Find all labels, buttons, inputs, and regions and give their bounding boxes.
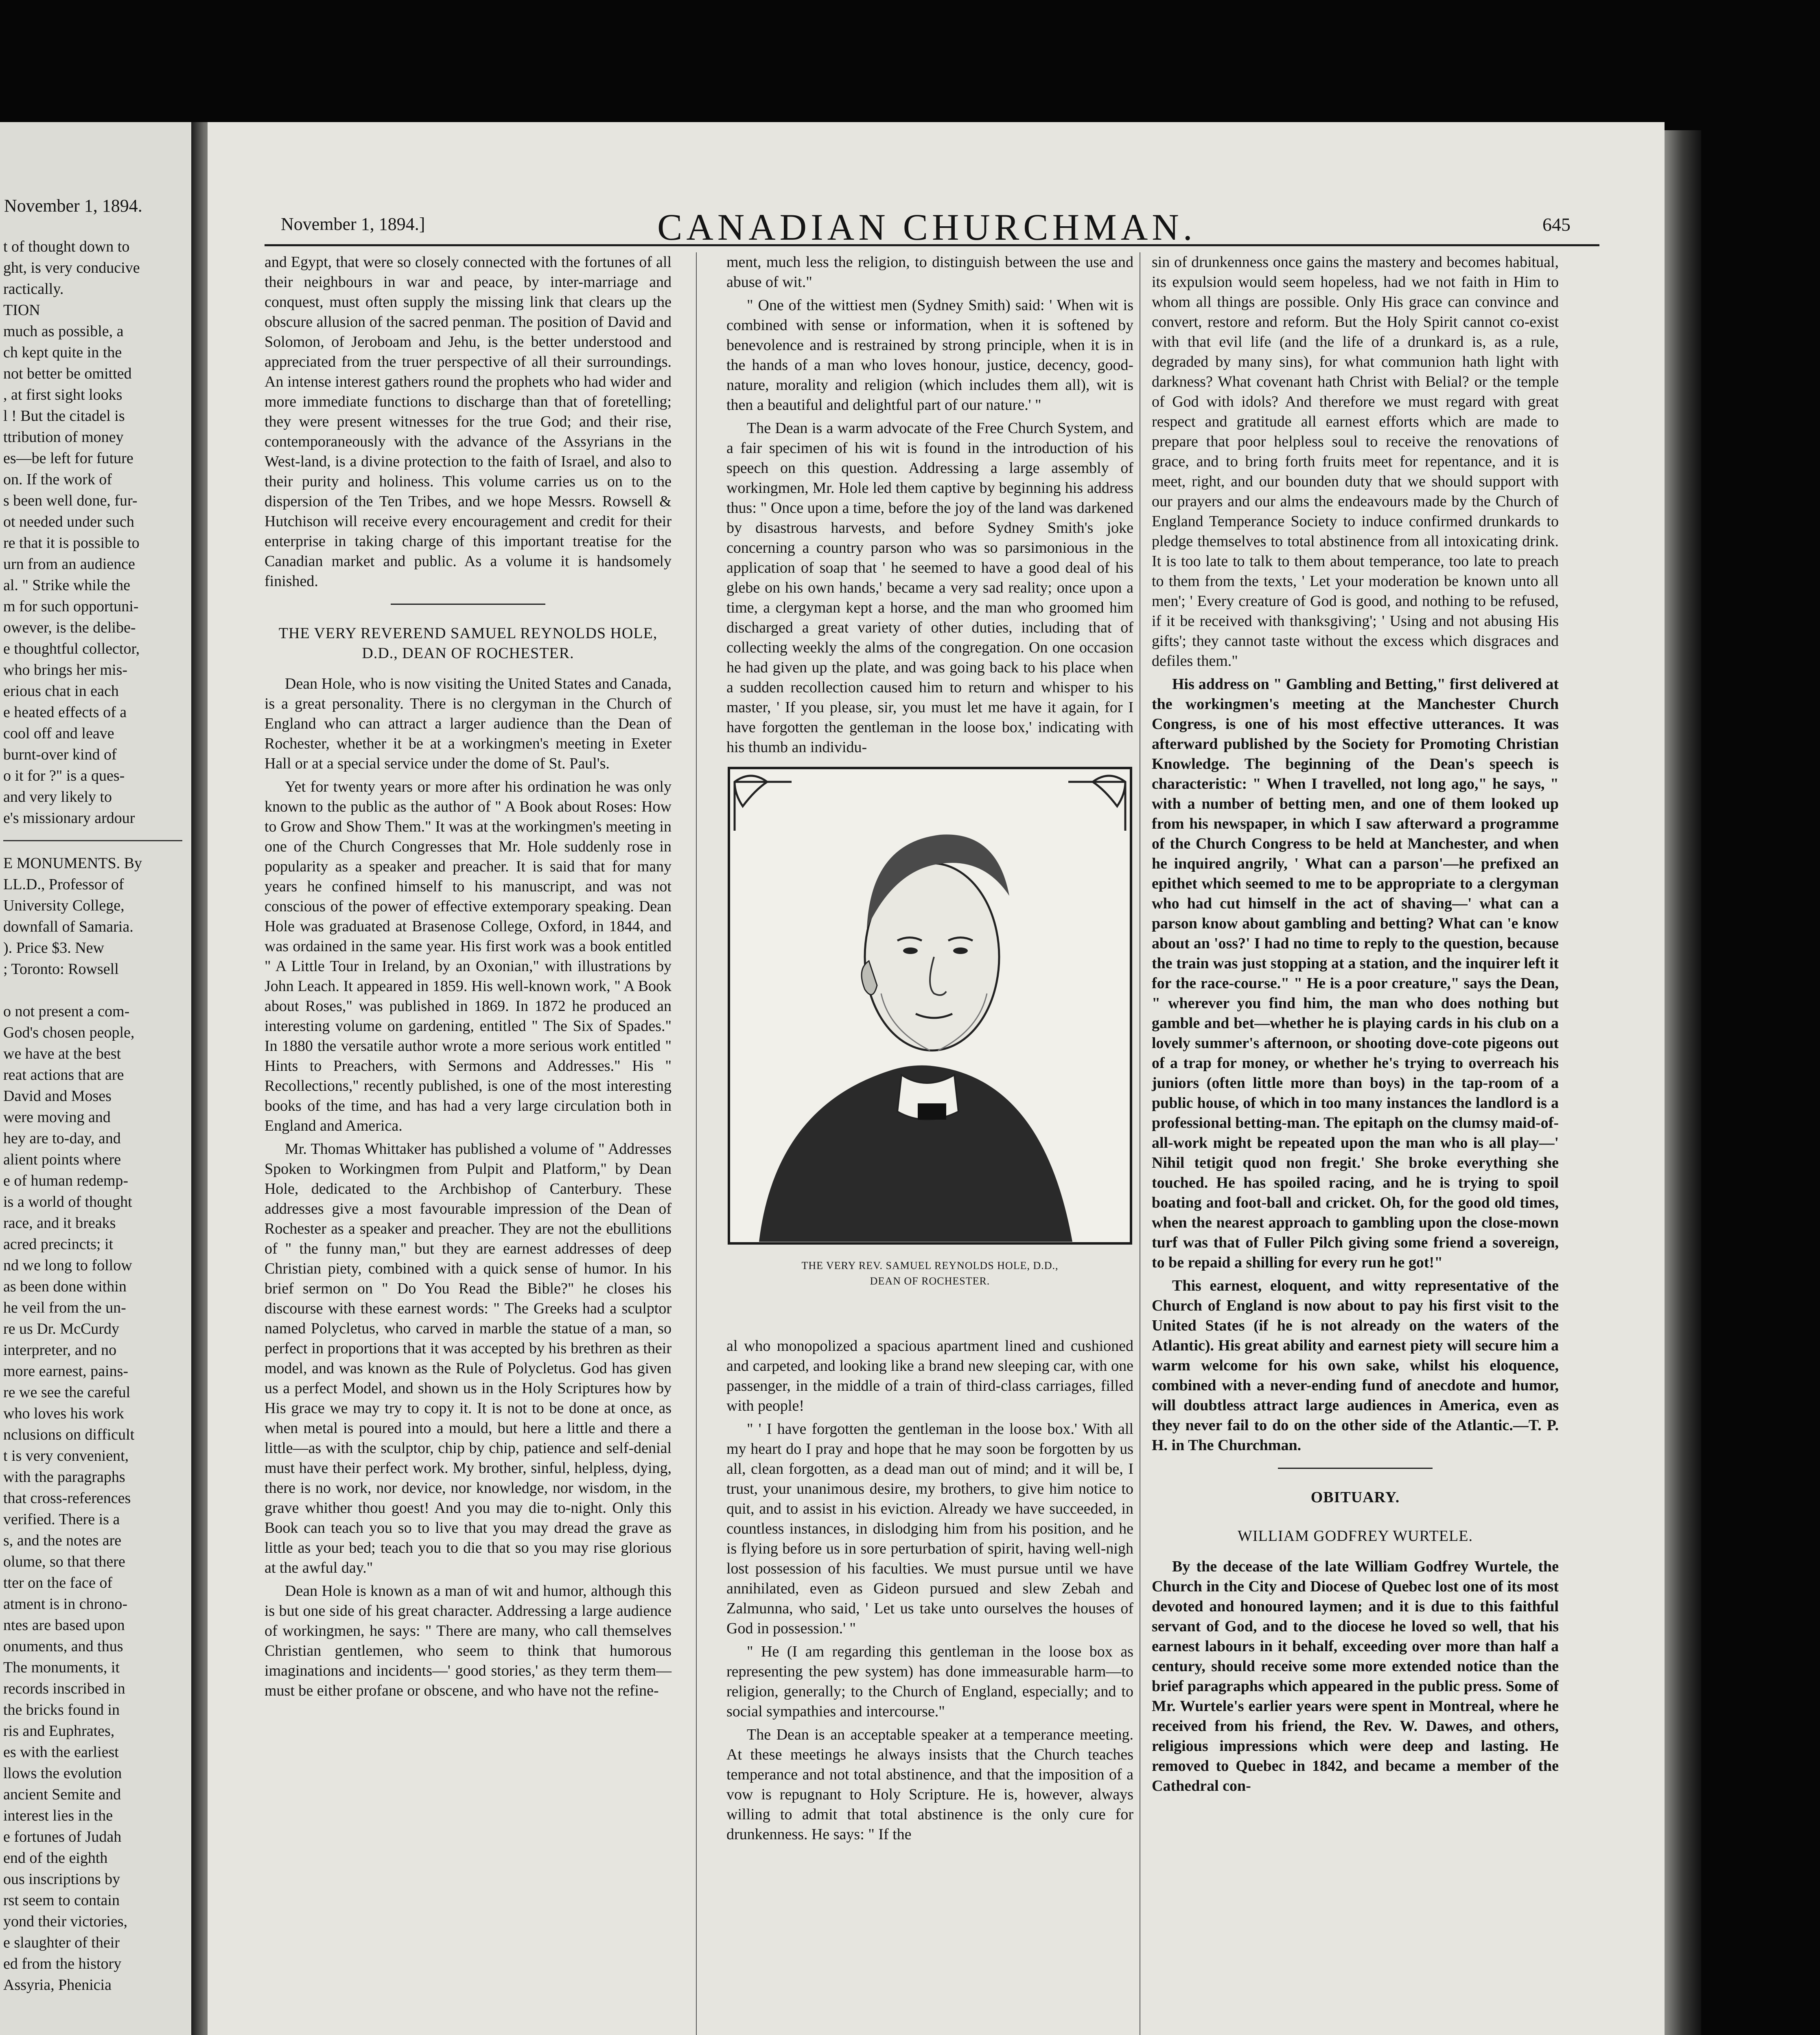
column-3: [1152, 252, 1559, 1799]
adjacent-page-line: we have at the best: [3, 1045, 121, 1062]
adjacent-page-line: ractically.: [3, 280, 64, 298]
adjacent-page-line: e fortunes of Judah: [3, 1828, 122, 1845]
adjacent-page-line: re that it is possible to: [3, 534, 140, 551]
adjacent-page-line: The monuments, it: [3, 1659, 120, 1676]
adjacent-page-line: alient points where: [3, 1151, 121, 1168]
adjacent-page-line: David and Moses: [3, 1088, 112, 1105]
adjacent-page-line: ; Toronto: Rowsell: [3, 961, 119, 978]
adjacent-page-line: t of thought down to: [3, 238, 130, 255]
adjacent-page-line: God's chosen people,: [3, 1024, 135, 1041]
adjacent-page-line: Assyria, Phenicia: [3, 1976, 112, 1993]
adjacent-page-line: ch kept quite in the: [3, 344, 122, 361]
adjacent-page-line: interpreter, and no: [3, 1341, 117, 1359]
adjacent-page-line: re we see the careful: [3, 1384, 131, 1401]
adjacent-page-line: ght, is very conducive: [3, 259, 140, 276]
article-paragraph: " One of the wittiest men (Sydney Smith) said: ' When wit is combined with sense or information, when it is softened by benevolence and is restrained by strong principle, when it is in the hands of a man who loves honour, justice, decency, good-nature, morality and religion (which includes them all), wit is then a beautiful and delightful part of our nature.' ": [726, 297, 1133, 414]
adjacent-page-line: t is very convenient,: [3, 1447, 129, 1464]
adjacent-page-line: e thoughtful collector,: [3, 640, 140, 657]
adjacent-page-line: olume, so that there: [3, 1553, 125, 1570]
portrait-engraving: [726, 766, 1133, 1246]
article-paragraph: " ' I have forgotten the gentleman in the loose box.' With all my heart do I pray and hope that he may soon be forgotten by us all, clean forgotten, as a dead man out of mind; and it will be, I trust, your unanimous desire, my brothers, to give him notice to quit, and to assist in his eviction. Already we have succeeded, in countless instances, in dislodging him from his position, and he is flying before us in sore perturbation of spirit, having well-nigh lost possession of his faculties. We must pursue until we have annihilated, even as Gideon pursued and slew Zebah and Zalmunna, who said, ' Let us take unto ourselves the houses of God in possession.' ": [726, 1420, 1133, 1637]
review-paragraph: and Egypt, that were so closely connected with the fortunes of all their neighbours in war and peace, by inter-marriage and conquest, must often supply the missing link that clears up the obscure allusion of the sacred penman. The position of David and Solomon, of Jeroboam and Jehu, is the better understood and appreciated from the truer perspective of all their surroundings. An intense interest gathers round the prophets who had wider and more immediate functions to discharge than that of foretelling; they were present witnesses for the true God; and their rise, contemporaneously with the advance of the Assyrians in the West-land, is a divine protection to the faith of Israel, and also to their purity and holiness. This volume carries us on to the dispersion of the Ten Tribes, and we hope Messrs. Rowsell & Hutchison will receive every encouragement and credit for their enterprise in taking charge of this important treatise for the Canadian market and public. As a volume it is handsomely finished.: [265, 254, 672, 590]
adjacent-page-line: rst seem to contain: [3, 1892, 120, 1909]
adjacent-page-line: records inscribed in: [3, 1680, 125, 1697]
adjacent-page-line: es with the earliest: [3, 1744, 119, 1761]
adjacent-page-line: TION: [3, 302, 40, 319]
adjacent-page-line: who brings her mis-: [3, 661, 128, 678]
article-paragraph: This earnest, eloquent, and witty representative of the Church of England is now about to pay his first visit to the United States (if he is not already on the waters of the Atlantic). His great ability and earnest piety will secure him a warm welcome for his own sake, whilst his eloquence, combined with a never-ending fund of anecdote and humor, will doubtless attract large audiences in America, even as they never fail to do on the other side of the Atlantic.—T. P. H. in The Churchman.: [1152, 1277, 1559, 1454]
article-paragraph: Dean Hole is known as a man of wit and humor, although this is but one side of his great character. Addressing a large audience of workingmen, he says: " There are many, who call themselves Christian gentlemen, who seem to think that humorous imaginations and incidents—' good stories,' as they term them—must be either profane or obscene, and who have not the refine-: [265, 1582, 672, 1699]
adjacent-page-text: [3, 236, 191, 1996]
adjacent-page-line: ous inscriptions by: [3, 1871, 120, 1888]
adjacent-page-line: race, and it breaks: [3, 1214, 116, 1232]
adjacent-page-line: not better be omitted: [3, 365, 132, 382]
adjacent-page-line: LL.D., Professor of: [3, 876, 124, 893]
adjacent-page-fragment: [0, 122, 191, 2035]
adjacent-page-line: acred precincts; it: [3, 1236, 114, 1253]
adjacent-page-line: as been done within: [3, 1278, 127, 1295]
column-1: [265, 252, 672, 1704]
article-paragraph: ment, much less the religion, to distinguish between the use and abuse of wit.": [726, 254, 1133, 291]
portrait-figure: [726, 766, 1133, 1327]
adjacent-page-date: November 1, 1894.: [4, 196, 142, 216]
column-2: [726, 252, 1133, 1848]
adjacent-page-line: o not present a com-: [3, 1003, 130, 1020]
article-paragraph: sin of drunkenness once gains the mastery and becomes habitual, its expulsion would seem hopeless, had we not faith in Him to whom all things are possible. Only His grace can convince and convert, restore and reform. But the Holy Spirit cannot co-exist with that evil life (and the life of a drunkard is, as a rule, degraded by many sins), for what communion hath light with darkness? What covenant hath Christ with Belial? or the temple of God with idols? And therefore we must regard with great respect and gratitude all earnest efforts which are made to prepare that poor helpless soul to receive the renovations of grace, and to bring forth fruits meet for repentance, and it is meet, right, and our bounden duty that we should support with our prayers and our alms the endeavours made by the Church of England Temperance Society to induce confirmed drunkards to pledge themselves to total abstinence from all intoxicating drink. It is too late to talk to them about temperance, too late to preach to them from the texts, ' Let your moderation be known unto all men'; ' Every creature of God is good, and nothing to be refused, if it be received with thanksgiving'; ' Using and not abusing His gifts'; they cannot taste without the excess which disgraces and defiles them.": [1152, 254, 1559, 670]
adjacent-page-line: ). Price $3. New: [3, 939, 104, 956]
article-paragraph: Dean Hole, who is now visiting the United States and Canada, is a great personality. There is no clergyman in the Church of England who can attract a larger audience than the Dean of Rochester, whether it be at a workingmen's meeting in Exeter Hall or at a special service under the dome of St. Paul's.: [265, 675, 672, 772]
adjacent-page-line: reat actions that are: [3, 1066, 124, 1083]
newspaper-page: [208, 122, 1665, 2035]
adjacent-page-line: , at first sight looks: [3, 386, 122, 403]
adjacent-page-line: ttribution of money: [3, 429, 124, 446]
page-edge-shadow: [1665, 130, 1701, 2035]
adjacent-page-line: ris and Euphrates,: [3, 1722, 115, 1740]
article-heading: THE VERY REVEREND SAMUEL REYNOLDS HOLE, D.D., DEAN OF ROCHESTER.: [278, 625, 658, 662]
adjacent-page-line: urn from an audience: [3, 556, 135, 573]
caption-line: THE VERY REV. SAMUEL REYNOLDS HOLE, D.D.,: [801, 1260, 1059, 1271]
adjacent-page-line: atment is in chrono-: [3, 1595, 127, 1613]
adjacent-page-line: that cross-references: [3, 1490, 131, 1507]
obituary-paragraph: By the decease of the late William Godfrey Wurtele, the Church in the City and Diocese of Quebec lost one of its most devoted and honoured laymen; and it is due to this faithful servant of God, and to the diocese he loved so well, that his earnest labours in it behalf, exceeding over more than half a century, should receive some more extended notice than the brief paragraphs which appeared in the public press. Some of Mr. Wurtele's earlier years were spent in Montreal, where he received from his friend, the Rev. W. Dawes, and others, religious impressions which were deep and lasting. He removed to Quebec in 1842, and became a member of the Cathedral con-: [1152, 1558, 1559, 1794]
obituary-subheading: WILLIAM GODFREY WURTELE.: [1238, 1527, 1473, 1545]
adjacent-page-line: University College,: [3, 897, 125, 914]
issue-date: November 1, 1894.]: [281, 214, 425, 234]
adjacent-page-line: erious chat in each: [3, 683, 119, 700]
portrait-caption: [726, 1258, 1133, 1289]
adjacent-page-line: e slaughter of their: [3, 1934, 120, 1951]
adjacent-page-line: verified. There is a: [3, 1511, 120, 1528]
article-paragraph: The Dean is a warm advocate of the Free Church System, and a fair specimen of his wit is found in the introduction of his speech on this question. Addressing a large assembly of workingmen, Mr. Hole led them captive by beginning his address thus: " Once upon a time, before the joy of the land was darkened by disastrous harvests, and before Sydney Smith's joke concerning a country parson who was so parsimonious in the application of soap that ' he seemed to have a good deal of his glebe on his own hands,' became a very sad reality; once upon a time, a clergyman kept a horse, and the man who groomed him discharged a great variety of other duties, including that of collecting weekly the alms of the congregation. On one occasion he had given up the plate, and was going back to his place when a sudden recollection caused him to return and whisper to his master, ' If you please, sir, you must let me have it again, for I have forgotten the gentleman in the loose box,' indicating with his thumb an individu-: [726, 420, 1133, 756]
caption-line: DEAN OF ROCHESTER.: [870, 1275, 990, 1287]
adjacent-page-line: ot needed under such: [3, 513, 134, 530]
adjacent-page-line: ntes are based upon: [3, 1617, 125, 1634]
article-paragraph: His address on " Gambling and Betting," first delivered at the workingmen's meeting at the Manchester Church Congress, is one of his most effective utterances. It was afterward published by the Society for Promoting Christian Knowledge. The beginning of the Dean's speech is characteristic: " When I travelled, not long ago," he says, " with a number of betting men, and one of them looked up from his newspaper, in which I saw afterward a programme of the Church Congress to be held at Manchester, and when he inquired angrily, ' What can a parson'—he prefixed an epithet which seemed to me to be appropriate to a clergyman who had cut himself in the act of shaving—' what can a parson know about gambling and betting? What can 'e know about an 'oss?' I had no time to reply to the question, because the train was just stopping at a station, and the inquirer left it for the race-course." " He is a poor creature," says the Dean, " wherever you find him, the man who does nothing but gamble and bet—whether he is playing cards in his club on a lovely summer's afternoon, or shooting dove-cote pigeons out of a trap for money, or whether he's trying to overreach his juniors (often little more than boys) in the tap-room of a public house, of which in too many instances the landlord is a professional betting-man. The epitaph on the clumsy maid-of-all-work might be repeated upon the man who is all play—' Nihil tetigit quod non fregit.' She broke everything she touched. He has spoiled racing, and he is trying to spoil boating and foot-ball and cricket. Oh, for the good old times, when the nearest approach to gambling upon the close-mown turf was that of Fuller Pilch giving some friend a sovereign, to be repaid a shilling for every run he got!": [1152, 676, 1559, 1271]
adjacent-page-line: downfall of Samaria.: [3, 918, 133, 935]
adjacent-page-line: s, and the notes are: [3, 1532, 122, 1549]
adjacent-page-line: es—be left for future: [3, 450, 133, 467]
page-number: 645: [1542, 214, 1571, 235]
adjacent-page-line: is a world of thought: [3, 1193, 132, 1210]
adjacent-page-line: e heated effects of a: [3, 704, 127, 721]
adjacent-page-line: m for such opportuni-: [3, 598, 139, 615]
adjacent-page-line: end of the eighth: [3, 1849, 108, 1867]
adjacent-page-line: llows the evolution: [3, 1765, 122, 1782]
adjacent-page-line: cool off and leave: [3, 725, 114, 742]
adjacent-page-line: re us Dr. McCurdy: [3, 1320, 119, 1337]
article-paragraph: Mr. Thomas Whittaker has published a volume of " Addresses Spoken to Workingmen from Pulpit and Platform," by Dean Hole, dedicated to the Archbishop of Canterbury. These addresses give a most favourable impression of the Dean of Rochester as a speaker and preacher. They are not the ebullitions of " the funny man," but they are earnest addresses of deep Christian piety, combined with a quick sense of humor. In his brief sermon on " Do You Read the Bible?" he closes his discourse with these earnest words: " The Greeks had a sculptor named Polycletus, who carved in marble the statue of a man, so perfect in proportions that it was accepted by his brethren as their model, and was known as the Rule of Polycletus. God has given us a perfect Model, and shown us in the Holy Scriptures how by His grace we may try to copy it. It is not to be done at once, as when metal is poured into a mould, but here a little and there a little—as with the sculptor, chip by chip, patience and self-denial must have their perfect work. My brother, sinful, helpless, dying, there is no work, nor device, nor knowledge, nor wisdom, in the grave whither thou goest! And you may die to-night. Only this Book can teach you so to live that you may dread the grave as little as your bed; teach you to die that so you may rise glorious at the awful day.": [265, 1140, 672, 1576]
adjacent-page-line: yond their victories,: [3, 1913, 127, 1930]
adjacent-page-line: and very likely to: [3, 788, 112, 805]
article-paragraph: al who monopolized a spacious apartment lined and cushioned and carpeted, and looking like a brand new sleeping car, with one passenger, in the middle of a train of third-class carriages, filled with people!: [726, 1337, 1133, 1414]
adjacent-page-line: much as possible, a: [3, 323, 124, 340]
adjacent-page-line: more earnest, pains-: [3, 1363, 129, 1380]
adjacent-page-line: al. " Strike while the: [3, 577, 131, 594]
adjacent-page-line: burnt-over kind of: [3, 746, 117, 763]
article-paragraph: The Dean is an acceptable speaker at a temperance meeting. At these meetings he always insists that the Church teaches temperance and not total abstinence, and that the imposition of a vow is repugnant to Holy Scripture. He is, however, always willing to admit that total abstinence is the only cure for drunkenness. He says: " If the: [726, 1726, 1133, 1843]
adjacent-page-line: l ! But the citadel is: [3, 407, 125, 425]
masthead-title: CANADIAN CHURCHMAN.: [657, 206, 1197, 248]
adjacent-page-line: ed from the history: [3, 1955, 122, 1972]
adjacent-page-line: interest lies in the: [3, 1807, 113, 1824]
adjacent-page-line: nclusions on difficult: [3, 1426, 135, 1443]
article-paragraph: Yet for twenty years or more after his ordination he was only known to the public as the author of " A Book about Roses: How to Grow and Show Them." It was at the workingmen's meeting in one of the Church Congresses that Mr. Hole suddenly rose in popularity as a speaker and preacher. It is said that for many years he confined himself to his manuscript, and was not conscious of the power of effective extemporary speaking. Dean Hole was graduated at Brasenose College, Oxford, in 1844, and was ordained in the same year. His first work was a book entitled " A Little Tour in Ireland, by an Oxonian," with illustrations by John Leach. It appeared in 1859. His well-known work, " A Book about Roses," was published in 1869. In 1872 he produced an interesting volume on gardening, entitled " The Six of Spades." In 1880 the versatile author wrote a more serious work entitled " Hints to Preachers, with Sermons and Addresses." His " Recollections," recently published, is one of the most interesting books of the time, and has had a very large circulation both in England and America.: [265, 778, 672, 1134]
adjacent-page-line: he veil from the un-: [3, 1299, 126, 1316]
section-rule: [1278, 1468, 1433, 1469]
adjacent-page-line: with the paragraphs: [3, 1468, 125, 1486]
header-rule: [265, 244, 1599, 246]
adjacent-page-line: who loves his work: [3, 1405, 124, 1422]
article-paragraph: " He (I am regarding this gentleman in the loose box as representing the pew system) has done immeasurable harm—to religion, generally; to the Church of England, especially; and to social sympathies and intercourse.": [726, 1643, 1133, 1720]
adjacent-page-line: ancient Semite and: [3, 1786, 121, 1803]
adjacent-page-line: nd we long to follow: [3, 1257, 132, 1274]
adjacent-page-line: onuments, and thus: [3, 1638, 123, 1655]
divider: [3, 840, 182, 841]
adjacent-page-line: the bricks found in: [3, 1701, 120, 1718]
adjacent-page-line: hey are to-day, and: [3, 1130, 121, 1147]
adjacent-page-line: [3, 980, 191, 1001]
obituary-heading: OBITUARY.: [1310, 1489, 1400, 1506]
adjacent-page-line: tter on the face of: [3, 1574, 112, 1591]
adjacent-page-line: were moving and: [3, 1109, 111, 1126]
adjacent-page-line: e of human redemp-: [3, 1172, 129, 1189]
adjacent-page-line: owever, is the delibe-: [3, 619, 136, 636]
adjacent-page-line: on. If the work of: [3, 471, 112, 488]
adjacent-page-line: E MONUMENTS. By: [3, 855, 142, 872]
adjacent-page-line: o it for ?" is a ques-: [3, 767, 125, 784]
adjacent-page-line: e's missionary ardour: [3, 810, 135, 827]
section-rule: [391, 604, 545, 605]
adjacent-page-line: s been well done, fur-: [3, 492, 138, 509]
column-divider: [696, 252, 697, 2035]
